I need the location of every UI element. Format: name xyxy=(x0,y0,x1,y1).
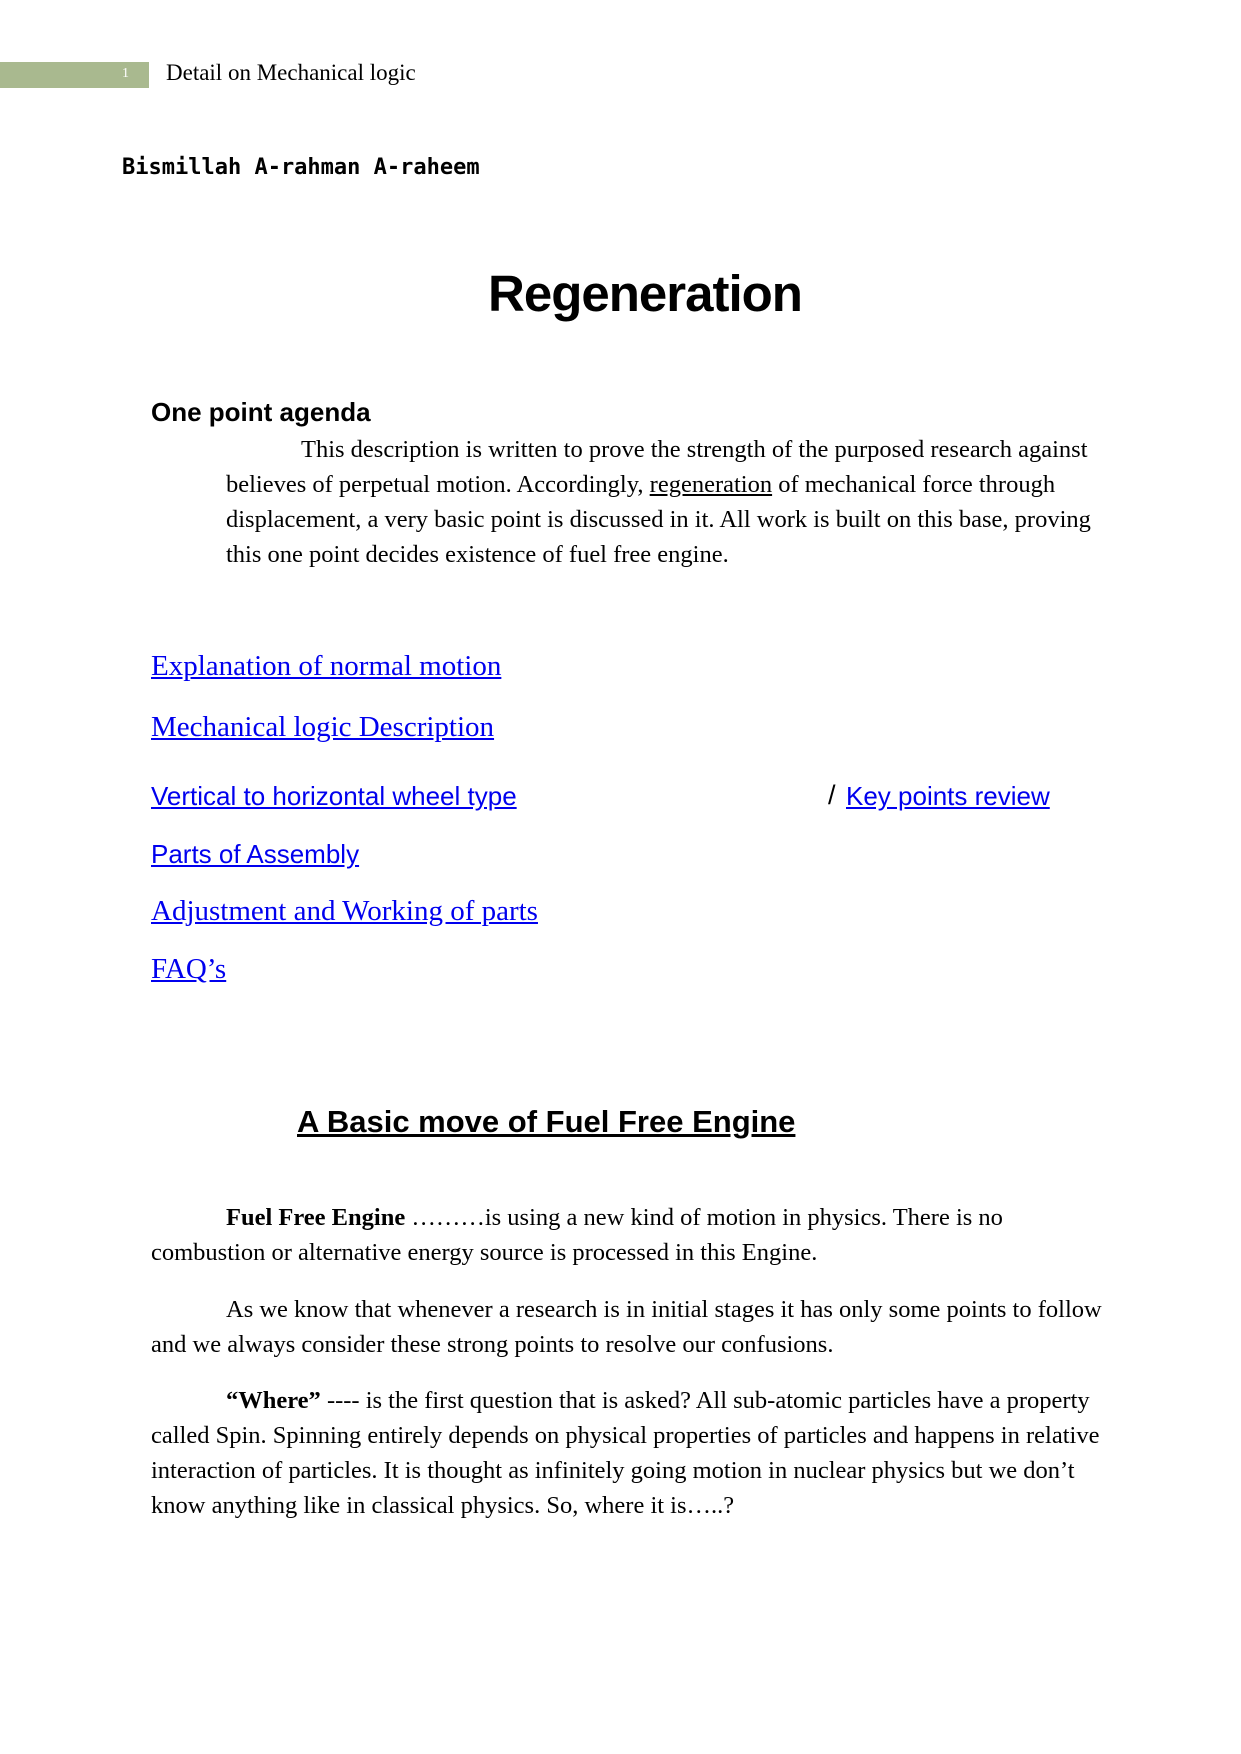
paragraph-1-bold: Fuel Free Engine xyxy=(226,1204,406,1231)
link-separator: / xyxy=(828,780,836,810)
link-adjustment[interactable]: Adjustment and Working of parts xyxy=(151,895,538,927)
section-heading: A Basic move of Fuel Free Engine xyxy=(297,1104,796,1139)
page-number: 1 xyxy=(122,66,129,81)
paragraph-1 xyxy=(151,1200,1121,1270)
paragraph-3-bold: “Where” xyxy=(226,1387,321,1414)
agenda-text-before: This description is written to prove the strength of the purposed research against believes of perpetual motion. Accordingly, xyxy=(226,436,1088,498)
agenda-text-after: of mechanical force through displacement, a very basic point is discussed in it. All work is built on this base, proving this one point decides existence of fuel free engine. xyxy=(226,471,1091,568)
agenda-underlined-word: regeneration xyxy=(649,471,773,498)
link-parts[interactable]: Parts of Assembly xyxy=(151,839,360,869)
agenda-heading: One point agenda xyxy=(151,397,371,427)
link-wheel-type[interactable]: Vertical to horizontal wheel type xyxy=(151,781,517,811)
link-key-points[interactable]: Key points review xyxy=(846,781,1050,811)
paragraph-3 xyxy=(151,1383,1121,1523)
link-faq[interactable]: FAQ’s xyxy=(151,953,227,985)
bismillah-line: Bismillah A-rahman A-raheem xyxy=(122,155,480,180)
paragraph-3-text: ---- is the first question that is asked? All sub-atomic particles have a property called Spin. Spinning entirely depends on physical properties of particles and happens in relative interaction of particles. It is thought as infinitely going motion in nuclear physics but we don’t know anything like in classical physics. So, where it is…..? xyxy=(151,1387,1100,1519)
paragraph-2 xyxy=(151,1292,1121,1362)
link-mechanical-logic[interactable]: Mechanical logic Description xyxy=(151,711,495,743)
link-normal-motion[interactable]: Explanation of normal motion xyxy=(151,650,502,682)
paragraph-1-text: ………is using a new kind of motion in physics. There is no combustion or alternative energy source is processed in this Engine. xyxy=(151,1204,1003,1266)
document-title: Regeneration xyxy=(488,265,802,322)
header-title: Detail on Mechanical logic xyxy=(166,60,416,85)
paragraph-2-text: As we know that whenever a research is in initial stages it has only some points to follow and we always consider these strong points to resolve our confusions. xyxy=(151,1296,1102,1358)
agenda-paragraph xyxy=(226,432,1110,572)
